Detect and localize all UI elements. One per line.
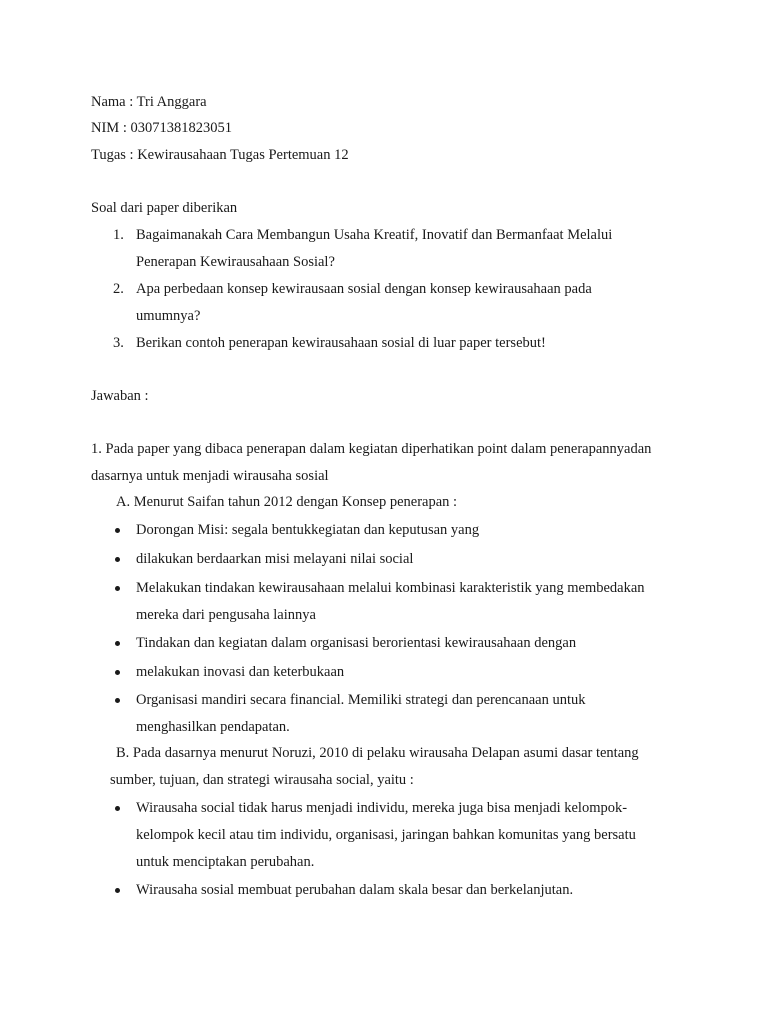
bullet-text: Wirausaha social tidak harus menjadi individu, mereka juga bisa menjadi kelompok- xyxy=(136,800,628,816)
bullet-icon xyxy=(115,806,120,811)
bullet-text: Melakukan tindakan kewirausahaan melalui kombinasi karakteristik yang membedakan xyxy=(136,580,645,596)
answer-paragraph: 1. Pada paper yang dibaca penerapan dalam kegiatan diperhatikan point dalam penerapannyadan xyxy=(91,441,652,457)
bullet-text: kelompok kecil atau tim individu, organisasi, jaringan bahkan komunitas yang bersatu xyxy=(136,827,636,843)
bullet-icon xyxy=(115,698,120,703)
bullet-icon xyxy=(115,528,120,533)
section-a-heading: A. Menurut Saifan tahun 2012 dengan Konsep penerapan : xyxy=(116,494,458,510)
answer-label: Jawaban : xyxy=(91,388,149,404)
question-text: Penerapan Kewirausahaan Sosial? xyxy=(136,254,335,270)
assignment-title: Tugas : Kewirausahaan Tugas Pertemuan 12 xyxy=(91,147,349,163)
bullet-text: Wirausaha sosial membuat perubahan dalam skala besar dan berkelanjutan. xyxy=(136,882,574,898)
section-b-heading: sumber, tujuan, dan strategi wirausaha social, yaitu : xyxy=(110,772,414,788)
question-text: Bagaimanakah Cara Membangun Usaha Kreatif, Inovatif dan Bermanfaat Melalui xyxy=(136,227,613,243)
question-text: umumnya? xyxy=(136,308,201,324)
bullet-text: Organisasi mandiri secara financial. Memiliki strategi dan perencanaan untuk xyxy=(136,692,586,708)
bullet-text: dilakukan berdaarkan misi melayani nilai social xyxy=(136,551,414,567)
bullet-text: melakukan inovasi dan keterbukaan xyxy=(136,664,345,680)
bullet-icon xyxy=(115,557,120,562)
section-b-heading: B. Pada dasarnya menurut Noruzi, 2010 di pelaku wirausaha Delapan asumi dasar tentang xyxy=(116,745,639,761)
bullet-icon xyxy=(115,670,120,675)
bullet-text: menghasilkan pendapatan. xyxy=(136,719,290,735)
bullet-text: Tindakan dan kegiatan dalam organisasi berorientasi kewirausahaan dengan xyxy=(136,635,577,651)
bullet-icon xyxy=(115,888,120,893)
questions-intro: Soal dari paper diberikan xyxy=(91,200,238,216)
bullet-icon xyxy=(115,641,120,646)
bullet-text: mereka dari pengusaha lainnya xyxy=(136,607,316,623)
question-text: Apa perbedaan konsep kewirausaan sosial dengan konsep kewirausahaan pada xyxy=(136,281,592,297)
answer-paragraph: dasarnya untuk menjadi wirausaha sosial xyxy=(91,468,329,484)
question-text: Berikan contoh penerapan kewirausahaan sosial di luar paper tersebut! xyxy=(136,335,546,351)
question-number: 2. xyxy=(113,281,124,297)
bullet-text: untuk menciptakan perubahan. xyxy=(136,854,315,870)
question-number: 1. xyxy=(113,227,124,243)
student-nim: NIM : 03071381823051 xyxy=(91,120,232,136)
student-name: Nama : Tri Anggara xyxy=(91,94,207,110)
bullet-text: Dorongan Misi: segala bentukkegiatan dan keputusan yang xyxy=(136,522,480,538)
question-number: 3. xyxy=(113,335,124,351)
bullet-icon xyxy=(115,586,120,591)
